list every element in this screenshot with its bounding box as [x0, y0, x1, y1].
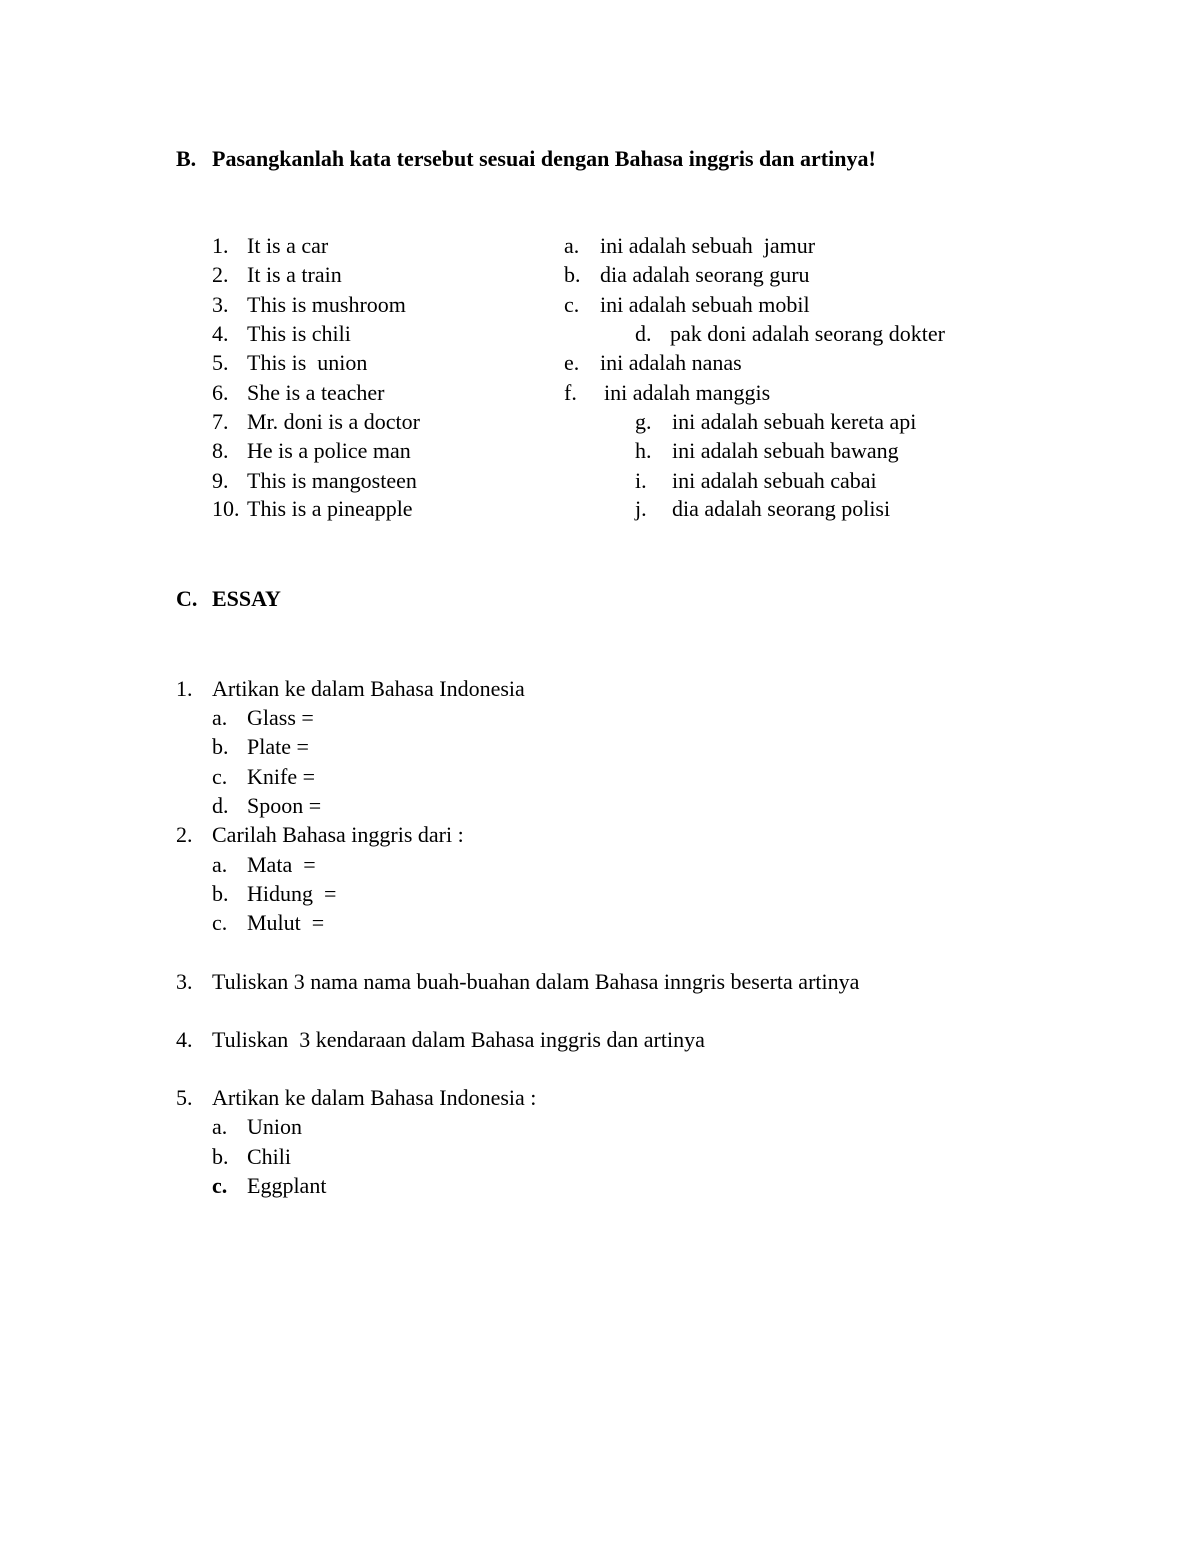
left-item-number: 6. — [212, 380, 229, 405]
left-item-text: It is a car — [247, 233, 329, 258]
sub-item-text: Eggplant — [247, 1173, 327, 1198]
left-item-text: This is mangosteen — [247, 468, 417, 493]
left-item-number: 9. — [212, 468, 229, 493]
left-item-text: Mr. doni is a doctor — [247, 409, 420, 434]
left-item-number: 5. — [212, 350, 229, 375]
sub-item-text: Mulut = — [247, 910, 325, 935]
sub-item-text: Plate = — [247, 734, 309, 759]
section-b-heading: Pasangkanlah kata tersebut sesuai dengan Bahasa inggris dan artinya! — [212, 146, 876, 171]
right-item-text: ini adalah nanas — [600, 350, 742, 375]
right-item-letter: e. — [564, 350, 580, 375]
sub-item-letter: d. — [212, 793, 229, 818]
left-item-number: 7. — [212, 409, 229, 434]
right-item-text: ini adalah sebuah kereta api — [672, 409, 917, 434]
question-number: 5. — [176, 1085, 193, 1110]
right-item-text: ini adalah sebuah jamur — [600, 233, 816, 258]
sub-item-letter: c. — [212, 764, 228, 789]
right-item-text: ini adalah manggis — [604, 380, 771, 405]
question-number: 2. — [176, 822, 193, 847]
sub-item-letter: b. — [212, 1144, 229, 1169]
right-item-text: dia adalah seorang guru — [600, 262, 810, 287]
right-item-letter: f. — [564, 380, 577, 405]
left-item-number: 2. — [212, 262, 229, 287]
left-item-number: 4. — [212, 321, 229, 346]
sub-item-letter: a. — [212, 705, 228, 730]
left-item-number: 8. — [212, 438, 229, 463]
sub-item-text: Spoon = — [247, 793, 322, 818]
section-c-marker: C. — [176, 586, 198, 611]
section-b-marker: B. — [176, 146, 197, 171]
right-item-text: ini adalah sebuah bawang — [672, 438, 899, 463]
left-item-text: This is a pineapple — [247, 496, 413, 521]
right-item-letter: d. — [635, 321, 652, 346]
right-item-text: ini adalah sebuah cabai — [672, 468, 877, 493]
right-item-letter: a. — [564, 233, 580, 258]
sub-item-letter: a. — [212, 852, 228, 877]
left-item-text: This is chili — [247, 321, 351, 346]
left-item-number: 10. — [212, 496, 240, 521]
sub-item-letter: b. — [212, 734, 229, 759]
sub-item-text: Chili — [247, 1144, 292, 1169]
left-item-text: She is a teacher — [247, 380, 385, 405]
sub-item-text: Knife = — [247, 764, 315, 789]
right-item-text: ini adalah sebuah mobil — [600, 292, 810, 317]
question-number: 1. — [176, 676, 193, 701]
right-item-letter: b. — [564, 262, 581, 287]
left-item-text: He is a police man — [247, 438, 411, 463]
right-item-text: dia adalah seorang polisi — [672, 496, 891, 521]
question-number: 3. — [176, 969, 193, 994]
right-item-letter: g. — [635, 409, 652, 434]
sub-item-letter: b. — [212, 881, 229, 906]
left-item-number: 3. — [212, 292, 229, 317]
question-text: Carilah Bahasa inggris dari : — [212, 822, 464, 847]
right-item-text: pak doni adalah seorang dokter — [670, 321, 945, 346]
question-text: Artikan ke dalam Bahasa Indonesia — [212, 676, 525, 701]
question-text: Artikan ke dalam Bahasa Indonesia : — [212, 1085, 537, 1110]
left-item-number: 1. — [212, 233, 229, 258]
left-item-text: This is union — [247, 350, 368, 375]
right-item-letter: h. — [635, 438, 652, 463]
question-text: Tuliskan 3 kendaraan dalam Bahasa inggris dan artinya — [212, 1027, 705, 1052]
right-item-letter: c. — [564, 292, 580, 317]
right-item-letter: j. — [635, 496, 647, 521]
question-text: Tuliskan 3 nama nama buah-buahan dalam Bahasa inngris beserta artinya — [212, 969, 860, 994]
sub-item-letter: c. — [212, 910, 228, 935]
sub-item-letter: c. — [212, 1173, 228, 1198]
sub-item-text: Mata = — [247, 852, 316, 877]
sub-item-text: Union — [247, 1114, 302, 1139]
sub-item-text: Hidung = — [247, 881, 337, 906]
left-item-text: It is a train — [247, 262, 342, 287]
right-item-letter: i. — [635, 468, 647, 493]
sub-item-text: Glass = — [247, 705, 314, 730]
section-c-heading: ESSAY — [212, 586, 281, 611]
sub-item-letter: a. — [212, 1114, 228, 1139]
left-item-text: This is mushroom — [247, 292, 406, 317]
question-number: 4. — [176, 1027, 193, 1052]
